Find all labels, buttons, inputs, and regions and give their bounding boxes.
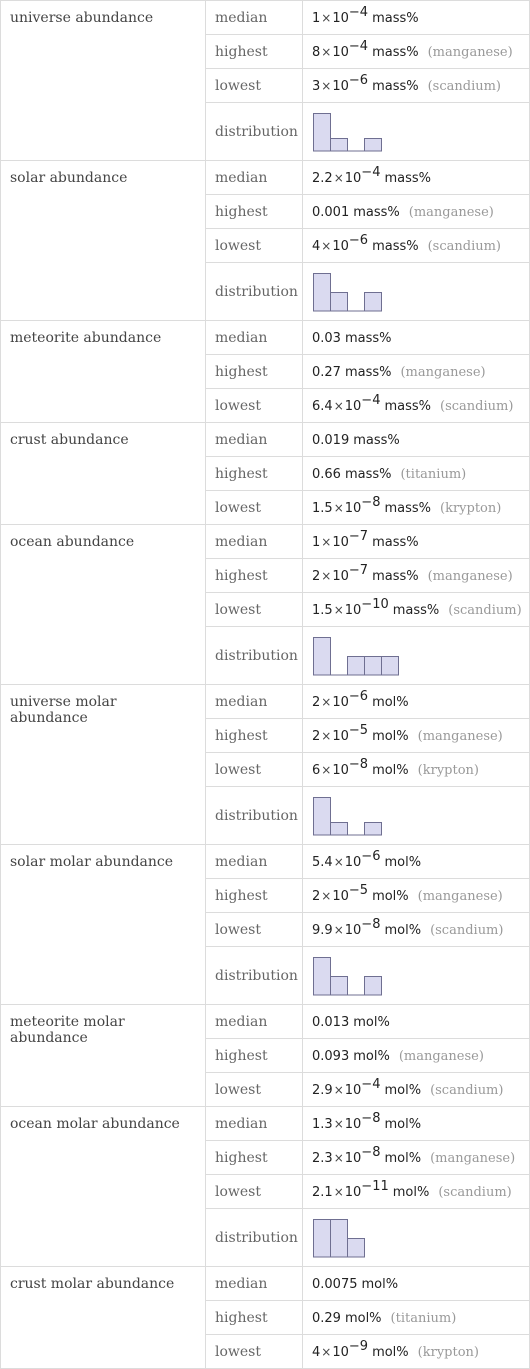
property-name: universe abundance	[1, 1, 206, 161]
element-name: (scandium)	[430, 922, 504, 938]
value-mantissa: 1.5	[312, 500, 333, 516]
element-name: (manganese)	[417, 888, 503, 904]
value-mantissa: 2	[312, 888, 321, 904]
stat-value	[303, 195, 530, 229]
value-mantissa: 2.2	[312, 170, 333, 186]
distribution-cell	[303, 947, 530, 1005]
times-sign: ×	[333, 1082, 344, 1097]
stat-value	[303, 593, 530, 627]
stat-value	[303, 457, 530, 491]
histogram-bar	[331, 138, 348, 151]
stat-label: distribution	[206, 947, 303, 1005]
value-unit: mass%	[372, 78, 419, 94]
stat-value	[303, 1, 530, 35]
stat-label: distribution	[206, 787, 303, 845]
histogram-bar	[331, 822, 348, 835]
stat-label: lowest	[206, 1175, 303, 1209]
value-mantissa: 5.4	[312, 854, 333, 870]
value-exponent: −7	[348, 528, 369, 544]
times-sign: ×	[333, 1184, 344, 1199]
times-sign: ×	[333, 602, 344, 617]
value-unit: mass%	[344, 364, 392, 380]
histogram-bar	[365, 822, 382, 835]
value-base: 10	[332, 44, 349, 60]
value-unit: mass%	[372, 44, 419, 60]
stat-label: distribution	[206, 627, 303, 685]
histogram-bar	[314, 957, 331, 995]
stat-label: median	[206, 1, 303, 35]
table-row	[1, 321, 530, 355]
value-mantissa: 1	[312, 534, 321, 550]
value-mantissa: 6.4	[312, 398, 333, 414]
property-name: crust molar abundance	[1, 1267, 206, 1369]
value-mantissa: 2	[312, 728, 321, 744]
element-name: (manganese)	[427, 44, 513, 60]
distribution-histogram	[312, 955, 384, 997]
histogram-bar	[314, 797, 331, 835]
table-row	[1, 525, 530, 559]
value-exponent: −8	[361, 1144, 381, 1160]
value-unit: mol%	[372, 1344, 409, 1360]
stat-value	[303, 389, 530, 423]
value-unit: mass%	[353, 204, 400, 220]
stat-label: highest	[206, 1039, 303, 1073]
element-name: (manganese)	[430, 1150, 516, 1166]
stat-value	[303, 1039, 530, 1073]
value-unit: mol%	[384, 1116, 422, 1132]
value-base: 10	[344, 922, 362, 938]
element-name: (manganese)	[398, 1048, 484, 1064]
stat-value	[303, 1073, 530, 1107]
times-sign: ×	[321, 78, 332, 93]
value-base: 10	[332, 10, 349, 26]
element-name: (scandium)	[430, 1082, 504, 1098]
histogram-bar	[365, 138, 382, 151]
times-sign: ×	[321, 238, 332, 253]
stat-value	[303, 913, 530, 947]
stat-value	[303, 1005, 530, 1039]
stat-label: highest	[206, 879, 303, 913]
value-base: 10	[344, 170, 362, 186]
stat-value	[303, 161, 530, 195]
histogram-bar	[314, 637, 331, 675]
stat-label: lowest	[206, 389, 303, 423]
value-mantissa: 4	[312, 238, 321, 254]
stat-label: distribution	[206, 103, 303, 161]
element-name: (manganese)	[408, 204, 494, 220]
stat-label: highest	[206, 35, 303, 69]
value-exponent: −4	[348, 38, 369, 54]
histogram-bar	[365, 976, 382, 995]
value-unit: mol%	[384, 922, 422, 938]
property-name: solar abundance	[1, 161, 206, 321]
value-number: 0.093	[312, 1048, 350, 1064]
value-exponent: −4	[361, 164, 381, 180]
value-unit: mass%	[353, 432, 400, 448]
stat-label: lowest	[206, 229, 303, 263]
value-exponent: −10	[361, 596, 389, 612]
stat-value	[303, 1301, 530, 1335]
value-mantissa: 1.3	[312, 1116, 333, 1132]
value-unit: mass%	[384, 170, 431, 186]
stat-value	[303, 685, 530, 719]
value-base: 10	[344, 1184, 362, 1200]
value-exponent: −8	[361, 916, 381, 932]
value-unit: mass%	[384, 500, 431, 516]
value-unit: mol%	[353, 1048, 390, 1064]
value-exponent: −7	[348, 562, 369, 578]
times-sign: ×	[333, 922, 344, 937]
stat-label: lowest	[206, 593, 303, 627]
value-base: 10	[332, 694, 349, 710]
value-mantissa: 2	[312, 694, 321, 710]
stat-value	[303, 1107, 530, 1141]
value-mantissa: 2.1	[312, 1184, 333, 1200]
value-base: 10	[344, 854, 362, 870]
value-exponent: −6	[348, 688, 369, 704]
stat-value	[303, 719, 530, 753]
stat-label: median	[206, 1267, 303, 1301]
value-unit: mass%	[372, 10, 419, 26]
value-base: 10	[332, 888, 349, 904]
value-unit: mass%	[384, 398, 431, 414]
times-sign: ×	[321, 888, 332, 903]
stat-label: highest	[206, 1141, 303, 1175]
value-mantissa: 4	[312, 1344, 321, 1360]
stat-label: lowest	[206, 1335, 303, 1369]
histogram-bar	[348, 1238, 365, 1257]
property-name: ocean abundance	[1, 525, 206, 685]
value-exponent: −8	[348, 756, 369, 772]
times-sign: ×	[321, 728, 332, 743]
value-number: 0.001	[312, 204, 350, 220]
value-mantissa: 1.5	[312, 602, 333, 618]
element-name: (krypton)	[440, 500, 502, 516]
value-base: 10	[332, 728, 349, 744]
stat-label: median	[206, 161, 303, 195]
stat-value	[303, 229, 530, 263]
value-number: 0.03	[312, 330, 341, 346]
histogram-bar	[314, 273, 331, 311]
stat-label: median	[206, 685, 303, 719]
stat-label: median	[206, 423, 303, 457]
element-name: (krypton)	[417, 762, 479, 778]
property-name: meteorite abundance	[1, 321, 206, 423]
value-mantissa: 6	[312, 762, 321, 778]
element-name: (scandium)	[448, 602, 522, 618]
value-base: 10	[344, 1082, 362, 1098]
value-exponent: −4	[361, 392, 381, 408]
property-name: crust abundance	[1, 423, 206, 525]
stat-label: median	[206, 845, 303, 879]
value-unit: mol%	[384, 1082, 422, 1098]
property-name: universe molar abundance	[1, 685, 206, 845]
value-base: 10	[332, 238, 349, 254]
value-mantissa: 3	[312, 78, 321, 94]
table-row	[1, 1, 530, 35]
property-name: meteorite molar abundance	[1, 1005, 206, 1107]
value-unit: mass%	[344, 330, 392, 346]
stat-value	[303, 355, 530, 389]
value-unit: mol%	[353, 1014, 390, 1030]
times-sign: ×	[333, 854, 344, 869]
distribution-histogram	[312, 635, 401, 677]
value-exponent: −5	[348, 722, 369, 738]
stat-value	[303, 845, 530, 879]
histogram-bar	[365, 656, 382, 675]
stat-label: lowest	[206, 753, 303, 787]
element-name: (scandium)	[427, 78, 501, 94]
value-exponent: −8	[361, 494, 381, 510]
table-row	[1, 1267, 530, 1301]
stat-value	[303, 35, 530, 69]
stat-label: highest	[206, 195, 303, 229]
value-exponent: −6	[348, 72, 369, 88]
value-base: 10	[332, 568, 349, 584]
histogram-bar	[314, 113, 331, 151]
value-base: 10	[332, 78, 349, 94]
value-mantissa: 1	[312, 10, 321, 26]
stat-label: median	[206, 1107, 303, 1141]
value-mantissa: 2.3	[312, 1150, 333, 1166]
stat-value	[303, 1267, 530, 1301]
stat-value	[303, 753, 530, 787]
times-sign: ×	[321, 694, 332, 709]
value-unit: mol%	[344, 1310, 382, 1326]
value-number: 0.0075	[312, 1276, 358, 1292]
value-exponent: −8	[361, 1110, 381, 1126]
times-sign: ×	[321, 44, 332, 59]
value-number: 0.019	[312, 432, 350, 448]
times-sign: ×	[333, 500, 344, 515]
value-exponent: −4	[348, 4, 369, 20]
value-base: 10	[344, 1116, 362, 1132]
value-base: 10	[344, 602, 362, 618]
stat-value	[303, 879, 530, 913]
table-row	[1, 1107, 530, 1141]
value-mantissa: 9.9	[312, 922, 333, 938]
value-base: 10	[332, 534, 349, 550]
stat-value	[303, 559, 530, 593]
stat-label: median	[206, 321, 303, 355]
property-name: ocean molar abundance	[1, 1107, 206, 1267]
value-exponent: −11	[361, 1178, 389, 1194]
element-name: (titanium)	[400, 466, 467, 482]
value-mantissa: 8	[312, 44, 321, 60]
distribution-histogram	[312, 795, 384, 837]
table-row	[1, 685, 530, 719]
times-sign: ×	[321, 762, 332, 777]
stat-label: highest	[206, 559, 303, 593]
value-mantissa: 2	[312, 568, 321, 584]
distribution-cell	[303, 627, 530, 685]
table-row	[1, 161, 530, 195]
value-exponent: −5	[348, 882, 369, 898]
stat-label: lowest	[206, 913, 303, 947]
table-row	[1, 845, 530, 879]
stat-value	[303, 525, 530, 559]
times-sign: ×	[321, 568, 332, 583]
value-base: 10	[344, 500, 362, 516]
stat-label: highest	[206, 1301, 303, 1335]
value-base: 10	[332, 762, 349, 778]
value-unit: mol%	[384, 854, 422, 870]
stat-label: median	[206, 1005, 303, 1039]
element-name: (krypton)	[417, 1344, 479, 1360]
element-name: (scandium)	[427, 238, 501, 254]
value-unit: mass%	[372, 568, 419, 584]
stat-label: lowest	[206, 491, 303, 525]
value-mantissa: 2.9	[312, 1082, 333, 1098]
times-sign: ×	[321, 534, 332, 549]
value-unit: mass%	[392, 602, 440, 618]
value-unit: mass%	[372, 534, 419, 550]
value-number: 0.27	[312, 364, 341, 380]
element-name: (manganese)	[427, 568, 513, 584]
stat-label: lowest	[206, 69, 303, 103]
property-name: solar molar abundance	[1, 845, 206, 1005]
stat-value	[303, 423, 530, 457]
histogram-bar	[365, 292, 382, 311]
value-base: 10	[344, 398, 362, 414]
stat-value	[303, 1335, 530, 1369]
value-unit: mol%	[372, 694, 409, 710]
histogram-bar	[348, 656, 365, 675]
value-unit: mass%	[372, 238, 419, 254]
histogram-bar	[382, 656, 399, 675]
value-exponent: −4	[361, 1076, 381, 1092]
stat-value	[303, 1175, 530, 1209]
value-unit: mol%	[372, 728, 409, 744]
stat-label: highest	[206, 457, 303, 491]
value-unit: mol%	[384, 1150, 422, 1166]
value-number: 0.29	[312, 1310, 341, 1326]
distribution-histogram	[312, 111, 384, 153]
times-sign: ×	[333, 170, 344, 185]
stat-value	[303, 69, 530, 103]
table-row	[1, 423, 530, 457]
histogram-bar	[331, 976, 348, 995]
stat-value	[303, 1141, 530, 1175]
distribution-cell	[303, 1209, 530, 1267]
value-unit: mol%	[361, 1276, 399, 1292]
value-exponent: −6	[348, 232, 369, 248]
stat-value	[303, 491, 530, 525]
distribution-cell	[303, 103, 530, 161]
value-unit: mass%	[344, 466, 392, 482]
value-exponent: −6	[361, 848, 381, 864]
histogram-bar	[331, 1219, 348, 1257]
times-sign: ×	[333, 1116, 344, 1131]
stat-value	[303, 321, 530, 355]
distribution-histogram	[312, 1217, 367, 1259]
distribution-cell	[303, 787, 530, 845]
stat-label: highest	[206, 355, 303, 389]
distribution-histogram	[312, 271, 384, 313]
value-unit: mol%	[372, 762, 409, 778]
histogram-bar	[331, 292, 348, 311]
times-sign: ×	[321, 1344, 332, 1359]
element-name: (manganese)	[417, 728, 503, 744]
value-unit: mol%	[372, 888, 409, 904]
stat-label: distribution	[206, 263, 303, 321]
times-sign: ×	[333, 1150, 344, 1165]
value-unit: mol%	[392, 1184, 430, 1200]
distribution-cell	[303, 263, 530, 321]
stat-label: median	[206, 525, 303, 559]
element-name: (scandium)	[438, 1184, 512, 1200]
stat-label: highest	[206, 719, 303, 753]
times-sign: ×	[321, 10, 332, 25]
value-base: 10	[344, 1150, 362, 1166]
value-exponent: −9	[348, 1338, 369, 1354]
stat-label: distribution	[206, 1209, 303, 1267]
stat-label: lowest	[206, 1073, 303, 1107]
element-name: (scandium)	[440, 398, 514, 414]
histogram-bar	[314, 1219, 331, 1257]
value-number: 0.66	[312, 466, 341, 482]
value-number: 0.013	[312, 1014, 350, 1030]
table-row	[1, 1005, 530, 1039]
element-name: (titanium)	[390, 1310, 457, 1326]
times-sign: ×	[333, 398, 344, 413]
element-name: (manganese)	[400, 364, 486, 380]
value-base: 10	[332, 1344, 349, 1360]
